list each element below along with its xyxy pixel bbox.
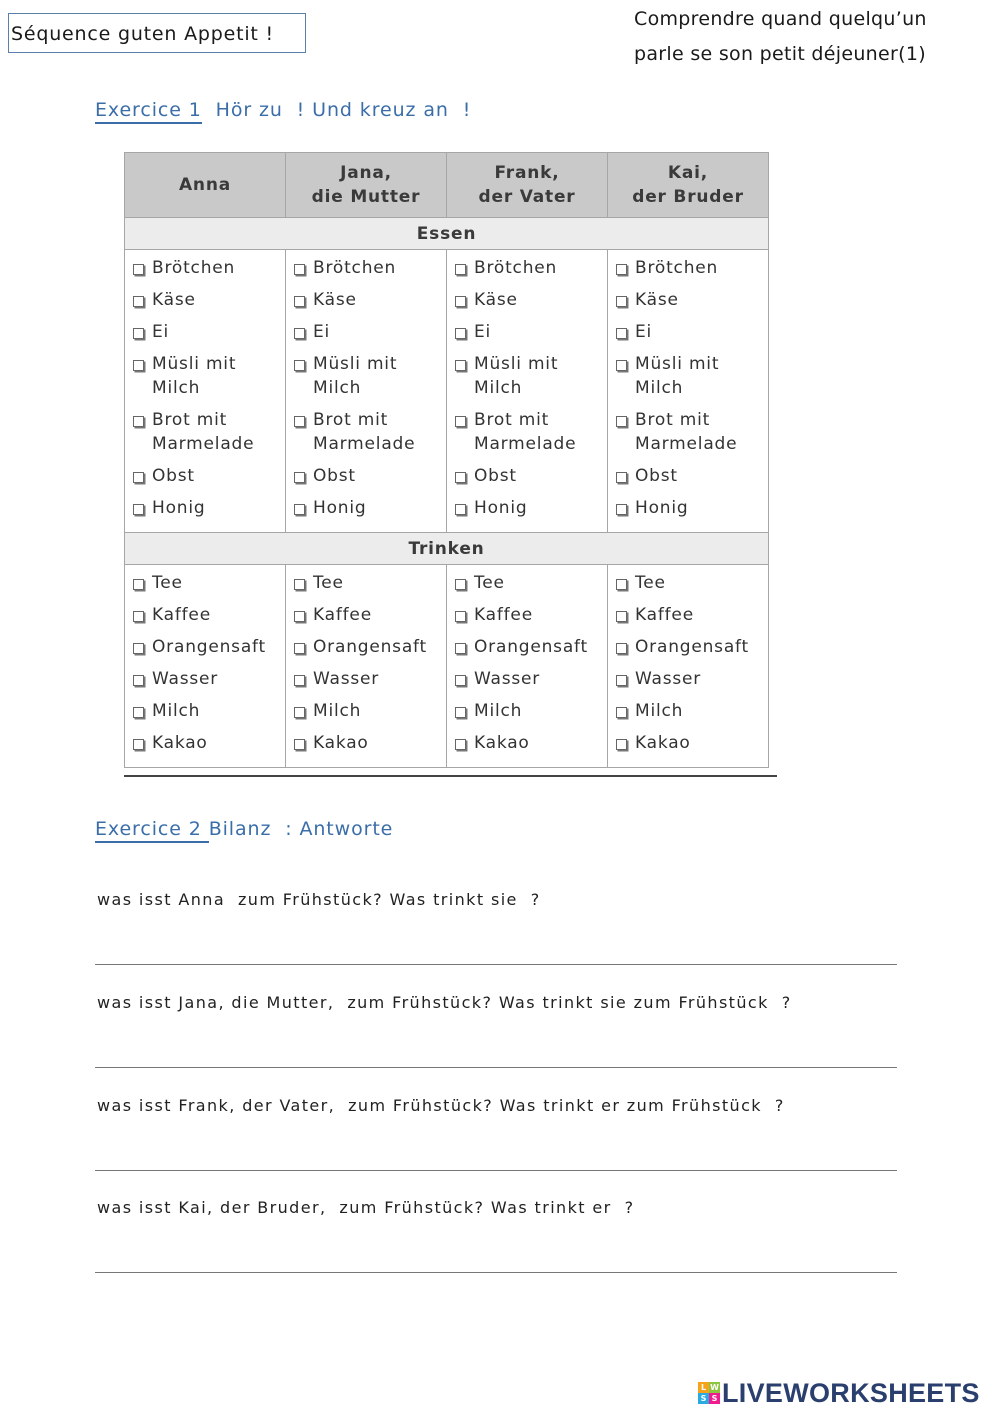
checklist-item-label <box>313 571 344 595</box>
exercise-2-title: Bilanz : Antworte <box>208 818 394 840</box>
liveworksheets-logo-icon <box>698 1382 720 1404</box>
checklist-item-label-line: Orangensaft <box>152 637 267 657</box>
objective-line-1: Comprendre quand quelqu’un <box>634 8 927 30</box>
checkbox-icon[interactable] <box>133 707 144 718</box>
checklist-item[interactable] <box>133 408 285 456</box>
checklist-item-label <box>313 256 396 280</box>
checklist-item-label-line: Brot mit <box>313 410 389 430</box>
checkbox-icon[interactable] <box>294 675 305 686</box>
checklist-item[interactable] <box>133 699 285 723</box>
column-header-line: die Mutter <box>311 187 421 207</box>
checklist-item-label <box>152 731 208 755</box>
checklist-item-label <box>635 352 719 400</box>
checklist-item-label <box>635 667 701 691</box>
checklist-item-label <box>152 256 235 280</box>
checkbox-icon[interactable] <box>455 328 466 339</box>
checkbox-icon[interactable] <box>616 472 627 483</box>
checklist-item[interactable] <box>133 731 285 755</box>
checkbox-icon[interactable] <box>294 472 305 483</box>
checklist-item[interactable] <box>455 320 607 344</box>
checklist-item-label-line: Brot mit <box>152 410 228 430</box>
checkbox-icon[interactable] <box>616 643 627 654</box>
checklist-item-label-line: Wasser <box>474 669 541 689</box>
column-header <box>608 153 769 218</box>
objective-text <box>634 2 994 72</box>
checklist-item[interactable] <box>455 603 607 627</box>
checklist-item-label <box>474 256 557 280</box>
checklist-item-label <box>635 320 652 344</box>
checklist-item-label-line: Obst <box>313 466 356 486</box>
checklist-item[interactable] <box>455 408 607 456</box>
checklist-item-label-line: Müsli mit <box>152 354 237 374</box>
checklist-item-label <box>313 603 372 627</box>
checklist-item-label-line: Kaffee <box>152 605 211 625</box>
checklist-item-label <box>152 635 266 659</box>
checkbox-icon[interactable] <box>294 739 305 750</box>
checklist-item[interactable] <box>455 464 607 488</box>
checklist-item[interactable] <box>133 352 285 400</box>
checklist-item-label-line: Honig <box>474 498 528 518</box>
checklist-item[interactable] <box>133 256 285 280</box>
checklist-item-label-line: Müsli mit <box>635 354 720 374</box>
checklist-item-label-line: Ei <box>313 322 331 342</box>
checklist-item[interactable] <box>294 256 446 280</box>
checklist-item-label <box>635 699 683 723</box>
checkbox-icon[interactable] <box>616 328 627 339</box>
checklist-item-label-line: Milch <box>635 378 684 398</box>
checkbox-icon[interactable] <box>455 472 466 483</box>
checklist-item[interactable] <box>294 699 446 723</box>
checklist-item-label <box>313 667 379 691</box>
checklist-item[interactable] <box>133 635 285 659</box>
checkbox-icon[interactable] <box>294 643 305 654</box>
checklist-item[interactable] <box>616 571 768 595</box>
checkbox-icon[interactable] <box>455 579 466 590</box>
checklist-item[interactable] <box>616 603 768 627</box>
checklist-cell <box>125 565 286 768</box>
checklist-item-label-line: Milch <box>152 378 201 398</box>
column-header <box>286 153 447 218</box>
exercise-1-label: Exercice 1 <box>95 99 202 124</box>
checkbox-icon[interactable] <box>133 472 144 483</box>
checkbox-icon[interactable] <box>455 360 466 371</box>
checklist-cell <box>608 565 769 768</box>
checkbox-icon[interactable] <box>294 328 305 339</box>
checkbox-icon[interactable] <box>616 504 627 515</box>
checkbox-icon[interactable] <box>294 504 305 515</box>
answer-line-kai[interactable] <box>95 1272 897 1273</box>
checklist-item-label-line: Käse <box>474 290 518 310</box>
checklist-item-label-line: Obst <box>152 466 195 486</box>
table-bottom-rule <box>124 775 777 777</box>
column-header-line: Anna <box>178 175 232 195</box>
checklist-item-label <box>635 731 691 755</box>
exercise-1-heading <box>95 99 471 121</box>
checklist-item[interactable] <box>455 731 607 755</box>
checkbox-icon[interactable] <box>133 643 144 654</box>
checklist-item[interactable] <box>616 352 768 400</box>
checklist-item[interactable] <box>133 571 285 595</box>
checkbox-icon[interactable] <box>294 264 305 275</box>
checkbox-icon[interactable] <box>455 504 466 515</box>
checklist-item-label-line: Marmelade <box>313 434 416 454</box>
exercise-1-instruction: Hör zu ! Und kreuz an ! <box>201 99 472 121</box>
checkbox-icon[interactable] <box>294 611 305 622</box>
checklist-item-label-line: Brötchen <box>474 258 558 278</box>
checklist-item-label-line: Milch <box>635 701 684 721</box>
logo-tile: S <box>709 1393 720 1404</box>
checklist-item-label-line: Orangensaft <box>313 637 428 657</box>
checklist-item-label <box>313 408 415 456</box>
logo-tile: L <box>698 1382 709 1393</box>
sequence-title: Séquence guten Appetit ! <box>11 23 274 45</box>
question-anna: was isst Anna zum Frühstück? Was trinkt sie ? <box>97 890 541 909</box>
checklist-item-label-line: Marmelade <box>152 434 255 454</box>
checklist-item-label-line: Brötchen <box>635 258 719 278</box>
checklist-item-label-line: Milch <box>313 378 362 398</box>
checklist-item-label <box>474 496 527 520</box>
checklist-item-label-line: Müsli mit <box>313 354 398 374</box>
checklist-item[interactable] <box>294 731 446 755</box>
checklist-item-label-line: Honig <box>635 498 689 518</box>
checklist-item[interactable] <box>616 667 768 691</box>
checklist-item-label-line: Brot mit <box>474 410 550 430</box>
checkbox-icon[interactable] <box>133 264 144 275</box>
checklist-cell <box>447 565 608 768</box>
checklist-item-label <box>635 464 678 488</box>
checklist-cell <box>447 250 608 533</box>
checkbox-icon[interactable] <box>455 643 466 654</box>
checkbox-icon[interactable] <box>133 296 144 307</box>
checklist-item[interactable] <box>133 320 285 344</box>
checkbox-icon[interactable] <box>455 416 466 427</box>
checklist-item-label <box>152 320 169 344</box>
checklist-item-label <box>474 635 588 659</box>
checklist-item-label-line: Milch <box>474 701 523 721</box>
column-header <box>125 153 286 218</box>
column-header-line: der Bruder <box>632 187 744 207</box>
checklist-item-label-line: Kakao <box>313 733 369 753</box>
checklist-item[interactable] <box>294 635 446 659</box>
checklist-item[interactable] <box>294 464 446 488</box>
checklist-item-label-line: Honig <box>152 498 206 518</box>
question-jana: was isst Jana, die Mutter, zum Frühstück? Was trinkt sie zum Frühstück ? <box>97 993 792 1012</box>
exercise-2-label: Exercice 2 <box>95 818 209 843</box>
checklist-item-label <box>474 731 530 755</box>
checkbox-icon[interactable] <box>294 296 305 307</box>
checklist-item-label <box>635 571 666 595</box>
checklist-item-label-line: Brot mit <box>635 410 711 430</box>
checklist-item-label-line: Wasser <box>152 669 219 689</box>
section-title: Essen <box>125 218 769 250</box>
checklist-cell <box>286 565 447 768</box>
checklist-item[interactable] <box>294 667 446 691</box>
checkbox-icon[interactable] <box>133 416 144 427</box>
checkbox-icon[interactable] <box>616 360 627 371</box>
checklist-item-label <box>313 464 356 488</box>
checklist-cell <box>125 250 286 533</box>
exercise-2-heading <box>95 818 393 840</box>
checklist-item[interactable] <box>455 699 607 723</box>
checklist-item[interactable] <box>294 571 446 595</box>
checklist-item[interactable] <box>616 288 768 312</box>
column-header-line: Jana, <box>340 163 392 183</box>
checkbox-icon[interactable] <box>455 296 466 307</box>
checklist-item[interactable] <box>294 288 446 312</box>
checklist-item[interactable] <box>616 464 768 488</box>
checkbox-icon[interactable] <box>616 675 627 686</box>
checklist-item-label <box>635 496 688 520</box>
checkbox-icon[interactable] <box>133 739 144 750</box>
checklist-item-label-line: Obst <box>474 466 517 486</box>
checklist-item-label-line: Milch <box>152 701 201 721</box>
checklist-item[interactable] <box>616 731 768 755</box>
checklist-item-label <box>474 352 558 400</box>
checklist-item-label <box>474 603 533 627</box>
checklist-item[interactable] <box>616 256 768 280</box>
answer-line-anna[interactable] <box>95 964 897 965</box>
checklist-item-label-line: Tee <box>313 573 344 593</box>
checkbox-icon[interactable] <box>294 416 305 427</box>
brand-name: LIVEWORKSHEETS <box>722 1377 980 1408</box>
checklist-item-label-line: Honig <box>313 498 367 518</box>
checklist-item-label-line: Kakao <box>152 733 208 753</box>
checklist-item[interactable] <box>616 635 768 659</box>
checklist-item-label-line: Müsli mit <box>474 354 559 374</box>
checklist-item-label <box>474 571 505 595</box>
checklist-item-label-line: Marmelade <box>635 434 738 454</box>
column-header-line: der Vater <box>478 187 576 207</box>
checklist-item-label-line: Milch <box>474 378 523 398</box>
checkbox-icon[interactable] <box>133 360 144 371</box>
checklist-item-label <box>313 496 366 520</box>
checklist-item-label <box>313 635 427 659</box>
checklist-item-label <box>152 667 218 691</box>
checklist-item-label <box>635 288 679 312</box>
checklist-item-label-line: Orangensaft <box>635 637 750 657</box>
checklist-item-label-line: Käse <box>313 290 357 310</box>
checklist-item[interactable] <box>133 464 285 488</box>
checklist-item-label-line: Tee <box>635 573 666 593</box>
checklist-item-label <box>635 256 718 280</box>
column-header <box>447 153 608 218</box>
checklist-item-label-line: Ei <box>152 322 170 342</box>
checklist-item[interactable] <box>455 256 607 280</box>
checklist-item-label-line: Wasser <box>635 669 702 689</box>
checklist-item-label <box>474 699 522 723</box>
checklist-item-label-line: Käse <box>635 290 679 310</box>
checklist-item-label-line: Kakao <box>474 733 530 753</box>
checklist-cell <box>608 250 769 533</box>
checklist-item[interactable] <box>455 667 607 691</box>
checklist-item-label-line: Wasser <box>313 669 380 689</box>
checklist-item[interactable] <box>455 496 607 520</box>
checklist-item-label <box>152 288 196 312</box>
checkbox-icon[interactable] <box>455 264 466 275</box>
checklist-item[interactable] <box>455 635 607 659</box>
checklist-item[interactable] <box>294 603 446 627</box>
checkbox-icon[interactable] <box>616 296 627 307</box>
answer-line-jana[interactable] <box>95 1067 897 1068</box>
checklist-item[interactable] <box>616 408 768 456</box>
checklist-item-label-line: Kaffee <box>635 605 694 625</box>
checklist-item-label <box>635 408 737 456</box>
checklist-item-label-line: Ei <box>474 322 492 342</box>
checklist-item-label <box>313 288 357 312</box>
checklist-item-label <box>474 667 540 691</box>
objective-line-2: parle se son petit déjeuner(1) <box>634 43 926 65</box>
checkbox-icon[interactable] <box>616 611 627 622</box>
checkbox-icon[interactable] <box>455 739 466 750</box>
checkbox-icon[interactable] <box>616 416 627 427</box>
question-frank: was isst Frank, der Vater, zum Frühstück? Was trinkt er zum Frühstück ? <box>97 1096 785 1115</box>
column-header-line: Frank, <box>494 163 560 183</box>
checklist-item-label <box>313 320 330 344</box>
checklist-item-label <box>152 603 211 627</box>
checklist-item-label <box>474 464 517 488</box>
checkbox-icon[interactable] <box>616 739 627 750</box>
checklist-item[interactable] <box>294 352 446 400</box>
checkbox-icon[interactable] <box>133 504 144 515</box>
checkbox-icon[interactable] <box>616 264 627 275</box>
breakfast-checklist-table <box>124 152 769 768</box>
checklist-item-label-line: Kaffee <box>474 605 533 625</box>
checklist-item-label <box>474 408 576 456</box>
checklist-item[interactable] <box>616 699 768 723</box>
sequence-title-box <box>8 13 306 53</box>
checklist-item-label-line: Kakao <box>635 733 691 753</box>
checklist-item[interactable] <box>455 571 607 595</box>
checkbox-icon[interactable] <box>133 675 144 686</box>
checkbox-icon[interactable] <box>616 579 627 590</box>
checklist-item-label <box>152 699 200 723</box>
checklist-item-label-line: Brötchen <box>313 258 397 278</box>
checklist-item[interactable] <box>616 320 768 344</box>
checklist-item-label-line: Obst <box>635 466 678 486</box>
checklist-item-label <box>152 352 236 400</box>
checklist-item-label-line: Ei <box>635 322 653 342</box>
section-title: Trinken <box>125 533 769 565</box>
answer-line-frank[interactable] <box>95 1170 897 1171</box>
checklist-item[interactable] <box>455 288 607 312</box>
checklist-item-label <box>313 352 397 400</box>
checklist-item-label <box>152 496 205 520</box>
checklist-item-label <box>635 603 694 627</box>
checklist-item-label-line: Käse <box>152 290 196 310</box>
checklist-item[interactable] <box>294 320 446 344</box>
checklist-item[interactable] <box>133 288 285 312</box>
checklist-item[interactable] <box>616 496 768 520</box>
checklist-item-label-line: Kaffee <box>313 605 372 625</box>
checklist-item-label <box>313 731 369 755</box>
checklist-item[interactable] <box>133 603 285 627</box>
checklist-item-label <box>474 288 518 312</box>
checkbox-icon[interactable] <box>294 707 305 718</box>
checklist-item-label-line: Brötchen <box>152 258 236 278</box>
checkbox-icon[interactable] <box>133 611 144 622</box>
checklist-item-label-line: Tee <box>474 573 505 593</box>
logo-tile: S <box>698 1393 709 1404</box>
checklist-item-label-line: Marmelade <box>474 434 577 454</box>
column-header-line: Kai, <box>667 163 709 183</box>
checkbox-icon[interactable] <box>455 707 466 718</box>
checklist-item-label-line: Orangensaft <box>474 637 589 657</box>
checklist-item-label-line: Tee <box>152 573 183 593</box>
checklist-item-label <box>474 320 491 344</box>
checklist-item-label <box>152 571 183 595</box>
checkbox-icon[interactable] <box>616 707 627 718</box>
checkbox-icon[interactable] <box>133 328 144 339</box>
checklist-item-label <box>313 699 361 723</box>
checklist-item[interactable] <box>455 352 607 400</box>
checklist-item[interactable] <box>133 667 285 691</box>
checklist-item-label <box>152 464 195 488</box>
checklist-item[interactable] <box>133 496 285 520</box>
checkbox-icon[interactable] <box>294 579 305 590</box>
question-kai: was isst Kai, der Bruder, zum Frühstück? Was trinkt er ? <box>97 1198 635 1217</box>
checklist-item[interactable] <box>294 496 446 520</box>
checklist-cell <box>286 250 447 533</box>
checkbox-icon[interactable] <box>294 360 305 371</box>
checklist-item-label <box>152 408 254 456</box>
checklist-item[interactable] <box>294 408 446 456</box>
checklist-item-label <box>635 635 749 659</box>
checkbox-icon[interactable] <box>455 611 466 622</box>
checklist-item-label-line: Milch <box>313 701 362 721</box>
checkbox-icon[interactable] <box>133 579 144 590</box>
liveworksheets-brand <box>698 1377 994 1409</box>
logo-tile: W <box>710 1383 719 1392</box>
checkbox-icon[interactable] <box>455 675 466 686</box>
